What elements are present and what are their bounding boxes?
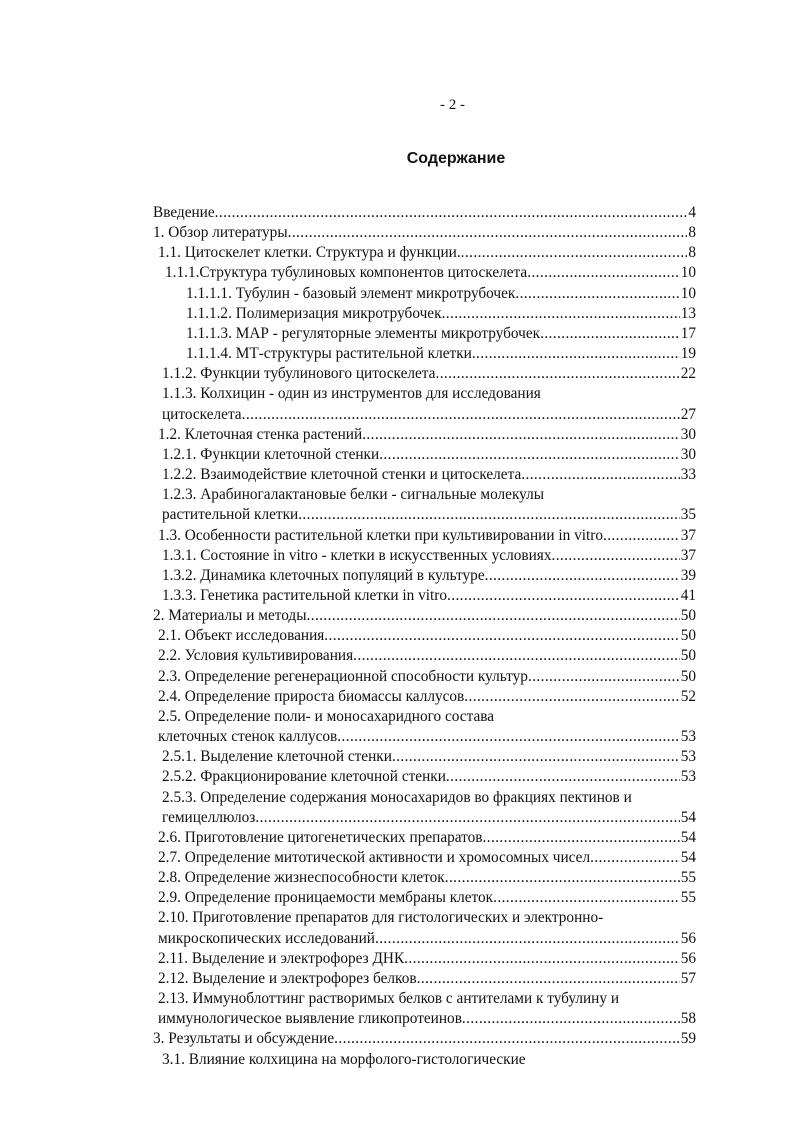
toc-entry <box>153 324 696 344</box>
table-of-contents <box>153 203 696 1070</box>
toc-entry-page: 39 <box>680 566 696 584</box>
toc-entry-page: 8 <box>688 244 696 262</box>
toc-entry-label: гемицеллюлоз <box>162 808 256 826</box>
toc-entry-label: 1.1.1.2. Полимеризация микротрубочек <box>186 304 442 322</box>
toc-entry-page: 30 <box>680 425 696 443</box>
toc-entry-page: 41 <box>680 586 696 604</box>
toc-leader-dots <box>307 606 680 626</box>
toc-entry-label: 1.3.3. Генетика растительной клетки in vitro <box>162 586 447 604</box>
toc-entry-page: 52 <box>680 687 696 705</box>
toc-entry-label: 2.1. Объект исследования <box>158 627 325 645</box>
toc-entry-page: 50 <box>680 647 696 665</box>
toc-leader-dots <box>392 747 680 767</box>
toc-entry <box>153 526 696 546</box>
toc-entry-label: 2.5.2. Фракционирование клеточной стенки <box>162 768 446 786</box>
toc-entry-label: 3.1. Влияние колхицина на морфолого-гистологические <box>162 1050 526 1068</box>
toc-leader-dots <box>445 868 680 888</box>
toc-entry-label: 1.1.1.1. Тубулин - базовый элемент микротрубочек <box>186 284 516 302</box>
toc-entry-page: 56 <box>680 949 696 967</box>
toc-leader-dots <box>404 949 680 969</box>
toc-leader-dots <box>375 929 680 949</box>
toc-entry-label: 1.1. Цитоскелет клетки. Структура и функции. <box>158 244 461 262</box>
toc-entry-label: 2.11. Выделение и электрофорез ДНК <box>158 949 405 967</box>
toc-leader-dots <box>464 687 679 707</box>
toc-leader-dots <box>472 344 680 364</box>
toc-leader-dots <box>590 848 680 868</box>
toc-entry <box>153 828 696 848</box>
toc-entry-page: 37 <box>680 546 696 564</box>
toc-entry-page: 56 <box>680 929 696 947</box>
toc-entry-label: 1.2.1. Функции клеточной стенки <box>162 445 380 463</box>
toc-entry-label: 2.4. Определение прироста биомассы каллусов <box>158 687 465 705</box>
toc-entry-label: 1.2. Клеточная стенка растений <box>158 425 363 443</box>
toc-entry-label: 1. Обзор литературы <box>153 224 288 242</box>
toc-entry <box>153 263 696 283</box>
toc-entry-page: 19 <box>680 345 696 363</box>
toc-leader-dots <box>334 1029 680 1049</box>
toc-entry <box>153 908 696 928</box>
toc-entry <box>153 767 696 787</box>
toc-entry-page: 30 <box>680 445 696 463</box>
toc-leader-dots <box>362 425 680 445</box>
toc-entry-label: 2. Материалы и методы <box>153 607 307 625</box>
toc-entry <box>153 1009 696 1029</box>
toc-leader-dots <box>298 505 680 525</box>
toc-leader-dots <box>442 304 680 324</box>
toc-entry-page: 50 <box>680 607 696 625</box>
toc-leader-dots <box>324 626 679 646</box>
toc-leader-dots <box>242 405 680 425</box>
toc-leader-dots <box>515 284 679 304</box>
toc-entry-label: 2.2. Условия культивирования <box>158 647 354 665</box>
toc-entry-page: 10 <box>680 264 696 282</box>
toc-entry <box>153 868 696 888</box>
toc-leader-dots <box>447 586 680 606</box>
toc-entry-label: 1.1.1.3. МАР - регуляторные элементы микротрубочек <box>186 324 541 342</box>
toc-entry <box>153 747 696 767</box>
toc-entry-page: 22 <box>680 365 696 383</box>
toc-entry <box>153 707 696 727</box>
toc-leader-dots <box>527 263 679 283</box>
toc-entry-label: 1.2.2. Взаимодействие клеточной стенки и цитоскелета <box>162 466 522 484</box>
toc-leader-dots <box>485 566 680 586</box>
toc-leader-dots <box>417 969 680 989</box>
toc-entry-page: 4 <box>688 204 696 221</box>
toc-entry <box>153 626 696 646</box>
toc-entry-label: 2.9. Определение проницаемости мембраны клеток <box>158 889 494 907</box>
toc-leader-dots <box>528 667 680 687</box>
toc-entry-page: 53 <box>680 768 696 786</box>
toc-entry <box>153 485 696 505</box>
toc-leader-dots <box>603 526 680 546</box>
toc-entry <box>153 667 696 687</box>
toc-leader-dots <box>446 767 680 787</box>
toc-entry <box>153 687 696 707</box>
toc-entry-label: 2.5.3. Определение содержания моносахаридов во фракциях пектинов и <box>162 788 632 806</box>
toc-entry <box>153 203 696 223</box>
toc-leader-dots <box>288 223 688 243</box>
toc-entry-page: 54 <box>680 808 696 826</box>
toc-entry <box>153 646 696 666</box>
toc-entry-label: Введение <box>153 204 215 221</box>
toc-entry-page: 58 <box>680 1010 696 1028</box>
toc-entry <box>153 848 696 868</box>
toc-entry-page: 54 <box>680 828 696 846</box>
toc-entry-label: растительной клетки <box>162 506 299 524</box>
toc-entry <box>153 949 696 969</box>
toc-entry-label: 1.1.2. Функции тубулинового цитоскелета <box>162 365 436 383</box>
toc-entry-page: 54 <box>680 849 696 866</box>
page-title: Содержание <box>406 150 506 167</box>
toc-entry-label: 2.10. Приготовление препаратов для гистологических и электронно- <box>158 909 604 927</box>
toc-leader-dots <box>521 465 679 485</box>
toc-entry-label: 1.3.2. Динамика клеточных популяций в культуре <box>162 566 485 584</box>
toc-entry-page: 55 <box>680 889 696 907</box>
toc-entry-page: 53 <box>680 728 696 746</box>
toc-entry <box>153 344 696 364</box>
toc-leader-dots <box>551 546 679 566</box>
toc-entry <box>153 808 696 828</box>
toc-entry <box>153 888 696 908</box>
toc-entry-page: 50 <box>680 627 696 645</box>
toc-entry <box>153 505 696 525</box>
toc-entry-page: 13 <box>680 304 696 322</box>
toc-entry-label: цитоскелета <box>162 405 242 423</box>
toc-entry <box>153 566 696 586</box>
toc-entry <box>153 586 696 606</box>
toc-entry-page: 27 <box>680 405 696 423</box>
toc-entry-page: 53 <box>680 748 696 766</box>
toc-entry-label: 1.1.1.Структура тубулиновых компонентов цитоскелета <box>165 264 528 282</box>
toc-entry-label: 1.3.1. Состояние in vitro - клетки в искусственных условиях <box>162 546 552 564</box>
toc-entry-label: иммунологическое выявление гликопротеинов <box>158 1010 462 1028</box>
toc-leader-dots <box>255 808 679 828</box>
toc-leader-dots <box>353 646 680 666</box>
toc-leader-dots <box>483 828 680 848</box>
toc-entry <box>153 606 696 626</box>
toc-entry <box>153 989 696 1009</box>
toc-entry <box>153 465 696 485</box>
toc-entry-page: 37 <box>680 526 696 544</box>
toc-entry <box>153 1050 696 1070</box>
toc-entry-label: микроскопических исследований <box>158 929 375 947</box>
toc-entry-label: 1.3. Особенности растительной клетки при культивировании in vitro <box>158 526 603 544</box>
toc-entry <box>153 929 696 949</box>
toc-entry <box>153 223 696 243</box>
toc-leader-dots <box>215 203 688 223</box>
toc-entry-page: 17 <box>680 324 696 342</box>
toc-entry-label: 1.1.3. Колхицин - один из инструментов для исследования <box>162 385 541 403</box>
toc-entry-page: 59 <box>680 1030 696 1048</box>
toc-entry-label: 1.2.3. Арабиногалактановые белки - сигнальные молекулы <box>162 486 545 504</box>
toc-leader-dots <box>493 888 680 908</box>
toc-entry-page: 57 <box>680 969 696 987</box>
toc-entry-label: 2.8. Определение жизнеспособности клеток <box>158 869 445 887</box>
toc-entry-label: 2.13. Иммуноблоттинг растворимых белков с антителами к тубулину и <box>158 990 620 1008</box>
toc-entry-label: 1.1.1.4. МТ-структуры растительной клетки <box>186 345 472 363</box>
toc-entry <box>153 384 696 404</box>
toc-entry-label: 2.12. Выделение и электрофорез белков <box>158 969 417 987</box>
toc-entry-label: 2.5. Определение поли- и моносахаридного состава <box>158 707 495 725</box>
toc-entry <box>153 284 696 304</box>
toc-entry <box>153 969 696 989</box>
toc-leader-dots <box>435 364 679 384</box>
page-number: - 2 - <box>440 97 465 113</box>
toc-entry-label: 2.5.1. Выделение клеточной стенки <box>162 748 392 766</box>
toc-entry <box>153 304 696 324</box>
toc-entry-label: 2.7. Определение митотической активности и хромосомных чисел <box>158 849 591 866</box>
toc-entry-label: 2.6. Приготовление цитогенетических препаратов <box>158 828 483 846</box>
toc-entry <box>153 546 696 566</box>
toc-leader-dots <box>379 445 680 465</box>
toc-entry-page: 10 <box>680 284 696 302</box>
toc-entry-label: 3. Результаты и обсуждение <box>153 1030 335 1048</box>
toc-entry-label: клеточных стенок каллусов <box>158 728 338 746</box>
toc-leader-dots <box>461 243 688 263</box>
toc-entry-label: 2.3. Определение регенерационной способности культур <box>158 667 528 685</box>
toc-entry-page: 55 <box>680 869 696 887</box>
toc-entry <box>153 364 696 384</box>
toc-entry <box>153 243 696 263</box>
toc-leader-dots <box>462 1009 680 1029</box>
toc-entry <box>153 788 696 808</box>
toc-entry-page: 50 <box>680 667 696 685</box>
toc-leader-dots <box>540 324 680 344</box>
toc-leader-dots <box>337 727 679 747</box>
toc-entry-page: 35 <box>680 506 696 524</box>
toc-entry <box>153 425 696 445</box>
toc-entry-page: 33 <box>680 466 696 484</box>
toc-entry-page: 8 <box>688 224 696 242</box>
toc-entry <box>153 727 696 747</box>
toc-entry <box>153 405 696 425</box>
toc-entry <box>153 1029 696 1049</box>
toc-entry <box>153 445 696 465</box>
